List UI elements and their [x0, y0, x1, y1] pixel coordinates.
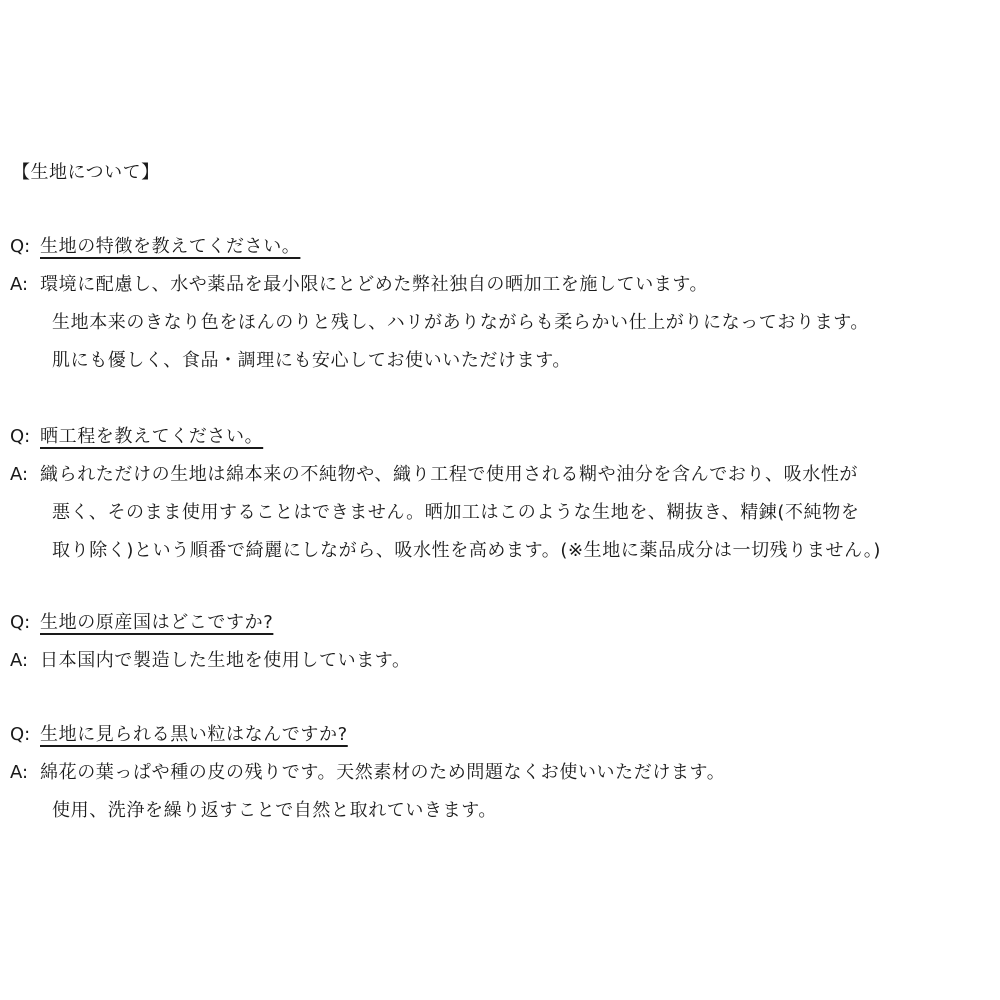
answer-row: [10, 266, 995, 380]
answer-line: 日本国内で製造した生地を使用しています。: [40, 650, 411, 671]
answer-prefix: A:: [10, 464, 29, 485]
answer-line: 取り除く)という順番で綺麗にしながら、吸水性を高めます。(※生地に薬品成分は一切残りません。): [52, 540, 881, 561]
answer-row: [10, 456, 995, 570]
question-text: 生地に見られる黒い粒はなんですか?: [40, 724, 348, 745]
question-text: 生地の特徴を教えてください。: [40, 236, 301, 257]
qa-item-country-of-origin: [10, 604, 995, 680]
answer-line: 使用、洗浄を繰り返すことで自然と取れていきます。: [52, 800, 497, 821]
answer-text: [40, 642, 411, 680]
answer-line: 悪く、そのまま使用することはできません。晒加工はこのような生地を、糊抜き、精錬(不純物を: [52, 502, 860, 523]
answer-row: [10, 642, 995, 680]
question-text: 晒工程を教えてください。: [40, 426, 264, 447]
question-prefix: Q:: [10, 236, 31, 257]
answer-prefix: A:: [10, 650, 29, 671]
qa-item-fabric-features: [10, 228, 995, 380]
answer-row: [10, 754, 995, 830]
question-row: [10, 418, 995, 456]
answer-line: 肌にも優しく、食品・調理にも安心してお使いいただけます。: [52, 350, 571, 371]
answer-text: [40, 266, 869, 380]
answer-prefix: A:: [10, 762, 29, 783]
answer-line: 生地本来のきなり色をほんのりと残し、ハリがありながらも柔らかい仕上がりになっております。: [52, 312, 869, 333]
section-heading: 【生地について】: [12, 162, 160, 183]
answer-text: [40, 456, 881, 570]
qa-item-black-specks: [10, 716, 995, 830]
question-row: [10, 228, 995, 266]
question-prefix: Q:: [10, 426, 31, 447]
question-row: [10, 716, 995, 754]
question-prefix: Q:: [10, 724, 31, 745]
qa-item-bleaching-process: [10, 418, 995, 570]
answer-text: [40, 754, 725, 830]
question-row: [10, 604, 995, 642]
answer-line: 綿花の葉っぱや種の皮の残りです。天然素材のため問題なくお使いいただけます。: [40, 762, 726, 783]
question-prefix: Q:: [10, 612, 31, 633]
answer-prefix: A:: [10, 274, 29, 295]
question-text: 生地の原産国はどこですか?: [40, 612, 274, 633]
answer-line: 環境に配慮し、水や薬品を最小限にとどめた弊社独自の晒加工を施しています。: [40, 274, 709, 295]
answer-line: 織られただけの生地は綿本来の不純物や、織り工程で使用される糊や油分を含んでおり、吸水性が: [40, 464, 859, 485]
